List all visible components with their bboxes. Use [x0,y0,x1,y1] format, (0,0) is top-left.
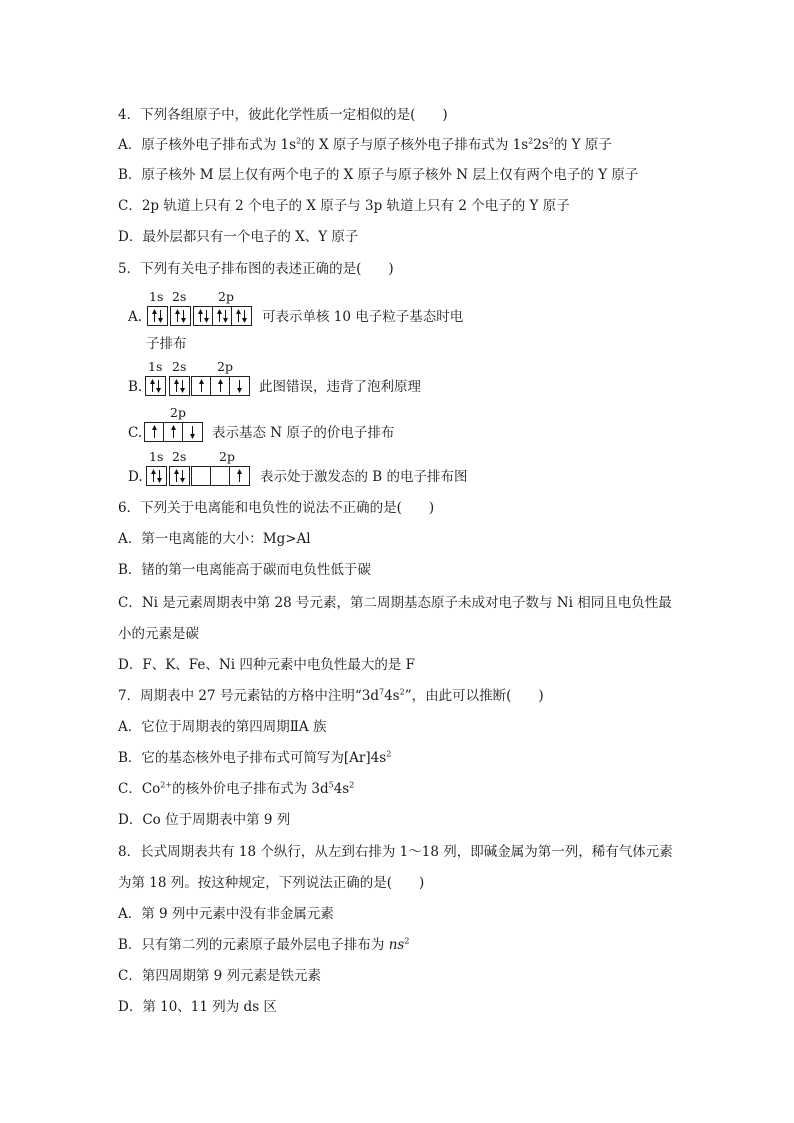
label-2s: 2s [172,449,187,464]
spin-up-arrow-icon [175,309,180,322]
spin-down-arrow-icon [223,310,228,323]
spin-up-arrow-icon [151,469,156,482]
orbital-cell [171,307,190,325]
spin-down-arrow-icon [242,310,247,323]
spin-down-arrow-icon [190,426,195,439]
spin-down-arrow-icon [181,310,186,323]
label-2p: 2p [219,449,235,464]
q5-option-a-continued: 子排布 [146,336,187,352]
q6-option-d: D．F、K、Fe、Ni 四种元素中电负性最大的是 F [118,657,415,673]
orbital-cell [232,307,251,325]
spin-down-arrow-icon [237,380,242,393]
q8-option-b: B．只有第二列的元素原子最外层电子排布为 $ns^2$ [118,936,410,953]
q5-option-c [128,406,548,454]
q7-option-b: B．它的基态核外电子排布式可简写为$[Ar]4s^2$ [118,749,392,766]
orbital-1s [147,306,168,326]
spin-up-arrow-icon [174,469,179,482]
option-letter: B. [128,379,143,395]
spin-down-arrow-icon [180,380,185,393]
orbital-cell [211,377,230,395]
orbital-cell [146,377,165,395]
q5-option-b [128,360,588,408]
q4-option-c: C．2p 轨道上只有 2 个电子的 X 原子与 3p 轨道上只有 2 个电子的 Y 原子 [118,198,570,214]
orbital-cell [145,423,164,441]
label-2s: 2s [172,359,187,374]
q6-stem: 6．下列关于电离能和电负性的说法不正确的是( ) [118,500,435,516]
q4-option-b: B．原子核外 M 层上仅有两个电子的 X 原子与原子核外 N 层上仅有两个电子的 Y 原子 [118,167,639,183]
spin-up-arrow-icon [150,379,155,392]
spin-up-arrow-icon [152,309,157,322]
label-2p: 2p [217,359,233,374]
label-2s: 2s [172,289,187,304]
q8-stem-continued: 为第 18 列。按这种规定，下列说法正确的是( ) [118,875,425,891]
orbital-2p [191,466,250,486]
spin-down-arrow-icon [156,380,161,393]
orbital-2p [144,422,203,442]
spin-up-arrow-icon [236,309,241,322]
option-description: 此图错误，违背了泡利原理 [259,379,421,395]
q7-option-c: C．$Co^{2+}$的核外价电子排布式为 $3d^54s^2$ [118,780,355,797]
option-letter: D. [128,469,143,485]
orbital-cell [164,423,183,441]
orbital-2p [191,376,250,396]
spin-up-arrow-icon [237,469,242,482]
orbital-cell [230,467,249,485]
spin-down-arrow-icon [204,310,209,323]
label-2p: 2p [218,289,234,304]
q7-stem: 7．周期表中 27 号元素钴的方格中注明“$3d^74s^2$”，由此可以推断( ) [118,687,544,704]
orbital-cell [192,467,211,485]
q5-stem: 5．下列有关电子排布图的表述正确的是( ) [118,261,394,277]
orbital-cell [211,467,230,485]
label-1s: 1s [148,359,163,374]
q6-option-a: A．第一电离能的大小：Mg>Al [118,531,311,547]
orbital-2p [193,306,252,326]
orbital-cell [194,307,213,325]
option-letter: C. [128,425,143,441]
q4-stem: 4．下列各组原子中，彼此化学性质一定相似的是( ) [118,107,448,123]
q5-option-d [128,450,588,498]
orbital-cell [147,467,166,485]
q8-option-a: A．第 9 列中元素中没有非金属元素 [118,906,334,922]
orbital-cell [213,307,232,325]
spin-up-arrow-icon [198,309,203,322]
spin-up-arrow-icon [217,309,222,322]
orbital-cell [230,377,249,395]
q7-option-d: D．Co 位于周期表中第 9 列 [118,812,291,828]
spin-up-arrow-icon [199,379,204,392]
option-description: 可表示单核 10 电子粒子基态时电 [262,309,464,325]
orbital-2s [170,306,191,326]
q4-option-d: D．最外层都只有一个电子的 X、Y 原子 [118,229,359,245]
spin-up-arrow-icon [174,379,179,392]
q8-option-d: D．第 10、11 列为 ds 区 [118,999,277,1015]
q7-option-a: A．它位于周期表的第四周期ⅡA 族 [118,719,327,735]
q6-option-c-continued: 小的元素是碳 [118,626,199,642]
label-2p: 2p [170,405,186,420]
q8-option-c: C．第四周期第 9 列元素是铁元素 [118,968,322,984]
q6-option-c: C．Ni 是元素周期表中第 28 号元素，第二周期基态原子未成对电子数与 Ni 相同且电负性最 [118,595,672,611]
spin-up-arrow-icon [171,425,176,438]
spin-up-arrow-icon [218,379,223,392]
orbital-cell [170,467,189,485]
orbital-cell [170,377,189,395]
orbital-1s [146,466,167,486]
orbital-cell [183,423,202,441]
label-1s: 1s [149,289,164,304]
label-1s: 1s [149,449,164,464]
orbital-cell [148,307,167,325]
spin-down-arrow-icon [157,470,162,483]
orbital-1s [145,376,166,396]
orbital-cell [192,377,211,395]
option-description: 表示处于激发态的 B 的电子排布图 [260,469,468,485]
q6-option-b: B．锗的第一电离能高于碳而电负性低于碳 [118,562,371,578]
q5-option-a [128,290,688,338]
q8-stem: 8．长式周期表共有 18 个纵行，从左到右排为 1～18 列，即碱金属为第一列，稀有气体元素 [118,844,673,860]
q4-option-a: A．原子核外电子排布式为 $1s^2$的 X 原子与原子核外电子排布式为 $1s^22s^2$的 Y 原子 [118,136,612,153]
orbital-2s [169,376,190,396]
spin-up-arrow-icon [152,425,157,438]
spin-down-arrow-icon [180,470,185,483]
orbital-2s [169,466,190,486]
option-description: 表示基态 N 原子的价电子排布 [212,425,395,441]
spin-down-arrow-icon [158,310,163,323]
option-letter: A. [128,309,143,325]
